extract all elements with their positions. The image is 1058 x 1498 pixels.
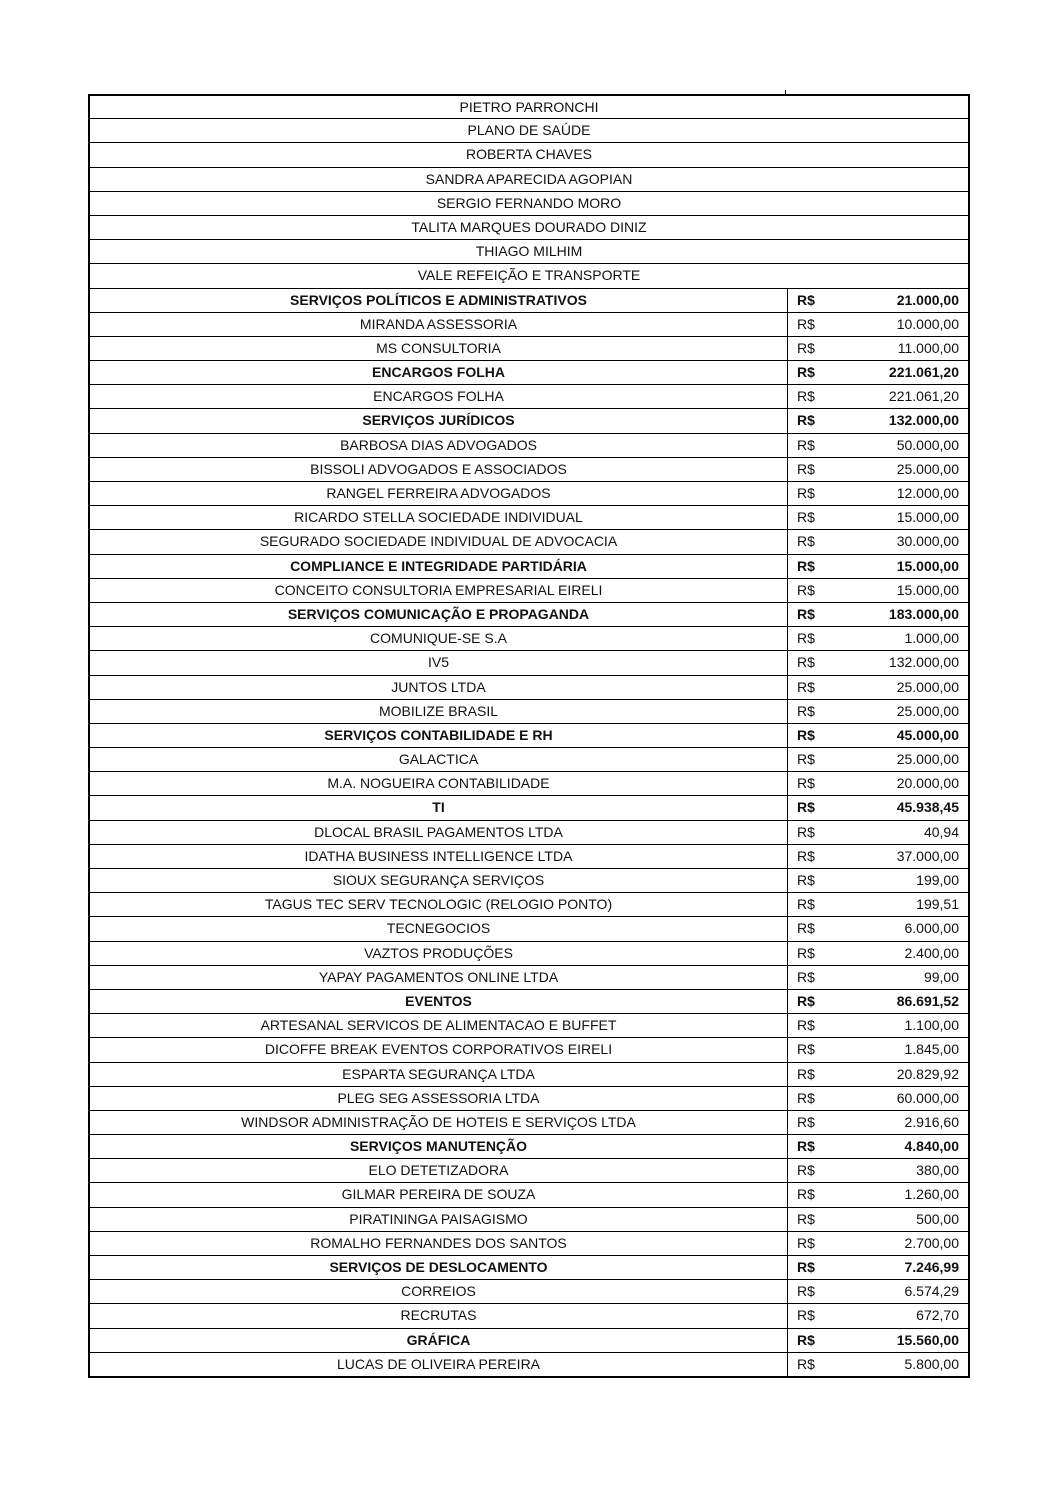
table-row: [90, 820, 968, 844]
section-total: 15.560,00: [896, 1331, 959, 1348]
item-name: WINDSOR ADMINISTRAÇÃO DE HOTEIS E SERVIÇOS LTDA: [241, 1113, 636, 1130]
table-row: [90, 94, 968, 118]
currency-symbol: R$: [787, 845, 839, 868]
table-row: [90, 142, 968, 166]
table-row: [90, 167, 968, 191]
item-amount: 6.574,29: [904, 1283, 959, 1300]
currency-symbol: R$: [787, 1208, 839, 1231]
item-name: PIETRO PARRONCHI: [459, 99, 599, 115]
currency-symbol: R$: [787, 385, 839, 408]
table-section-row: [90, 408, 968, 432]
table-row: [90, 941, 968, 965]
table-row: [90, 1062, 968, 1086]
currency-symbol: R$: [787, 361, 839, 384]
item-amount: 132.000,00: [888, 654, 959, 671]
item-amount: 10.000,00: [896, 315, 959, 332]
section-title: SERVIÇOS MANUTENÇÃO: [349, 1138, 528, 1155]
item-name: RECRUTAS: [400, 1307, 477, 1324]
item-amount: 2.916,60: [904, 1113, 959, 1130]
item-name: JUNTOS LTDA: [391, 678, 486, 695]
table-row: [90, 650, 968, 674]
item-amount: 30.000,00: [896, 533, 959, 550]
item-amount: 1.845,00: [904, 1041, 959, 1058]
item-name: IV5: [427, 654, 449, 671]
table-row: [90, 481, 968, 505]
table-row: [90, 1110, 968, 1134]
section-title: SERVIÇOS POLÍTICOS E ADMINISTRATIVOS: [290, 291, 587, 308]
section-total: 221.061,20: [888, 364, 959, 381]
item-name: BARBOSA DIAS ADVOGADOS: [340, 436, 537, 453]
table-row: [90, 626, 968, 650]
item-amount: 672,70: [916, 1307, 959, 1324]
section-title: COMPLIANCE E INTEGRIDADE PARTIDÁRIA: [290, 557, 587, 574]
item-amount: 50.000,00: [896, 436, 959, 453]
item-name: SERGIO FERNANDO MORO: [436, 194, 622, 211]
section-total: 7.246,99: [904, 1259, 959, 1275]
item-name: ROMALHO FERNANDES DOS SANTOS: [310, 1234, 567, 1251]
table-row: [90, 433, 968, 457]
table-section-row: [90, 1134, 968, 1158]
table-section-row: [90, 989, 968, 1013]
section-total: 15.000,00: [896, 557, 959, 574]
table-row: [90, 699, 968, 723]
section-total: 183.000,00: [888, 605, 959, 622]
item-amount: 1.260,00: [904, 1186, 959, 1203]
currency-symbol: R$: [787, 1329, 839, 1352]
currency-symbol: R$: [787, 579, 839, 602]
section-total: 21.000,00: [896, 291, 959, 308]
item-name: M.A. NOGUEIRA CONTABILIDADE: [327, 775, 550, 792]
item-name: LUCAS DE OLIVEIRA PEREIRA: [336, 1355, 541, 1372]
item-name: DLOCAL BRASIL PAGAMENTOS LTDA: [314, 823, 563, 840]
table-row: [90, 1303, 968, 1327]
section-title: SERVIÇOS JURÍDICOS: [362, 412, 515, 429]
currency-symbol: R$: [787, 1087, 839, 1110]
item-amount: 199,00: [916, 872, 959, 888]
table-row: [90, 263, 968, 287]
item-name: ESPARTA SEGURANÇA LTDA: [342, 1065, 535, 1082]
item-amount: 25.000,00: [896, 678, 959, 695]
table-row: [90, 118, 968, 142]
item-amount: 2.400,00: [904, 944, 959, 961]
currency-symbol: R$: [787, 409, 839, 432]
item-name: ELO DETETIZADORA: [368, 1162, 509, 1179]
currency-symbol: R$: [787, 1183, 839, 1206]
item-amount: 199,51: [916, 896, 959, 913]
item-amount: 15.000,00: [896, 581, 959, 598]
currency-symbol: R$: [787, 506, 839, 529]
currency-symbol: R$: [787, 1256, 839, 1279]
table-row: [90, 965, 968, 989]
currency-symbol: R$: [787, 313, 839, 336]
item-amount: 40,94: [923, 823, 959, 840]
table-row: [90, 239, 968, 263]
item-amount: 2.700,00: [904, 1234, 959, 1251]
currency-symbol: R$: [787, 990, 839, 1013]
item-amount: 5.800,00: [904, 1355, 959, 1372]
currency-symbol: R$: [787, 337, 839, 360]
table-row: [90, 868, 968, 892]
currency-symbol: R$: [787, 821, 839, 844]
currency-symbol: R$: [787, 627, 839, 650]
table-row: [90, 844, 968, 868]
item-name: CONCEITO CONSULTORIA EMPRESARIAL EIRELI: [274, 581, 603, 598]
item-name: VALE REFEIÇÃO E TRANSPORTE: [417, 267, 641, 284]
table-row: [90, 1279, 968, 1303]
currency-symbol: R$: [787, 1038, 839, 1061]
item-name: ROBERTA CHAVES: [465, 146, 593, 163]
item-name: TALITA MARQUES DOURADO DINIZ: [411, 218, 647, 235]
item-name: COMUNIQUE-SE S.A: [370, 630, 507, 647]
table-row: [90, 1037, 968, 1061]
item-amount: 37.000,00: [896, 847, 959, 864]
item-name: VAZTOS PRODUÇÕES: [364, 944, 513, 961]
section-title: SERVIÇOS DE DESLOCAMENTO: [329, 1259, 548, 1275]
section-title: SERVIÇOS COMUNICAÇÃO E PROPAGANDA: [287, 605, 590, 622]
table-section-row: [90, 602, 968, 626]
currency-symbol: R$: [787, 869, 839, 892]
currency-symbol: R$: [787, 651, 839, 674]
item-amount: 221.061,20: [888, 388, 959, 405]
table-row: [90, 191, 968, 215]
section-total: 45.938,45: [896, 799, 959, 816]
currency-symbol: R$: [787, 1280, 839, 1303]
item-name: MIRANDA ASSESSORIA: [359, 315, 518, 332]
item-amount: 1.100,00: [904, 1017, 959, 1034]
item-amount: 1.000,00: [904, 630, 959, 647]
item-amount: 99,00: [923, 968, 959, 985]
item-amount: 11.000,00: [897, 339, 959, 356]
currency-symbol: R$: [787, 724, 839, 747]
table-row: [90, 747, 968, 771]
section-title: EVENTOS: [405, 992, 472, 1009]
table-row: [90, 1352, 968, 1376]
currency-symbol: R$: [787, 1063, 839, 1086]
table-section-row: [90, 1328, 968, 1352]
table-row: [90, 578, 968, 602]
table-section-row: [90, 723, 968, 747]
table-section-row: [90, 288, 968, 312]
item-name: ARTESANAL SERVICOS DE ALIMENTACAO E BUFFET: [260, 1017, 617, 1034]
table-row: [90, 529, 968, 553]
currency-symbol: R$: [787, 1353, 839, 1376]
item-name: SEGURADO SOCIEDADE INDIVIDUAL DE ADVOCACIA: [259, 533, 618, 550]
currency-symbol: R$: [787, 1232, 839, 1255]
item-name: MS CONSULTORIA: [376, 339, 501, 356]
item-name: PIRATININGA PAISAGISMO: [349, 1210, 528, 1227]
item-name: PLANO DE SAÚDE: [467, 122, 591, 139]
item-name: RICARDO STELLA SOCIEDADE INDIVIDUAL: [294, 509, 583, 526]
expense-table: [88, 94, 970, 1378]
currency-symbol: R$: [787, 603, 839, 626]
item-name: IDATHA BUSINESS INTELLIGENCE LTDA: [304, 847, 573, 864]
item-amount: 20.829,92: [896, 1065, 959, 1082]
table-row: [90, 771, 968, 795]
item-amount: 15.000,00: [896, 509, 959, 526]
table-row: [90, 312, 968, 336]
table-row: [90, 1158, 968, 1182]
currency-symbol: R$: [787, 700, 839, 723]
currency-symbol: R$: [787, 555, 839, 578]
currency-symbol: R$: [787, 1304, 839, 1327]
item-amount: 20.000,00: [896, 775, 959, 792]
currency-symbol: R$: [787, 458, 839, 481]
table-row: [90, 336, 968, 360]
item-name: TAGUS TEC SERV TECNOLOGIC (RELOGIO PONTO): [264, 896, 613, 913]
item-amount: 12.000,00: [896, 485, 959, 501]
section-total: 4.840,00: [904, 1138, 959, 1155]
item-amount: 25.000,00: [896, 460, 959, 477]
item-amount: 6.000,00: [904, 920, 959, 937]
currency-symbol: R$: [787, 917, 839, 940]
item-amount: 380,00: [916, 1162, 959, 1179]
currency-symbol: R$: [787, 966, 839, 989]
item-name: DICOFFE BREAK EVENTOS CORPORATIVOS EIRELI: [264, 1041, 613, 1058]
item-name: GALACTICA: [398, 751, 479, 768]
currency-symbol: R$: [787, 676, 839, 699]
item-name: RANGEL FERREIRA ADVOGADOS: [326, 485, 551, 501]
currency-symbol: R$: [787, 1159, 839, 1182]
currency-symbol: R$: [787, 1014, 839, 1037]
currency-symbol: R$: [787, 289, 839, 312]
currency-symbol: R$: [787, 482, 839, 505]
table-section-row: [90, 795, 968, 819]
item-name: ENCARGOS FOLHA: [373, 388, 504, 405]
currency-symbol: R$: [787, 772, 839, 795]
table-row: [90, 1207, 968, 1231]
table-row: [90, 916, 968, 940]
item-name: SIOUX SEGURANÇA SERVIÇOS: [332, 872, 545, 888]
table-row: [90, 1013, 968, 1037]
section-total: 132.000,00: [888, 412, 959, 429]
item-amount: 60.000,00: [896, 1089, 959, 1106]
item-name: TECNEGOCIOS: [386, 920, 491, 937]
currency-symbol: R$: [787, 530, 839, 553]
item-name: THIAGO MILHIM: [475, 243, 583, 260]
section-total: 45.000,00: [896, 726, 959, 743]
currency-symbol: R$: [787, 1111, 839, 1134]
section-title: GRÁFICA: [406, 1331, 471, 1348]
section-title: SERVIÇOS CONTABILIDADE E RH: [324, 726, 553, 743]
table-row: [90, 457, 968, 481]
table-row: [90, 384, 968, 408]
table-row: [90, 1182, 968, 1206]
item-amount: 25.000,00: [896, 751, 959, 768]
currency-symbol: R$: [787, 1135, 839, 1158]
item-amount: 500,00: [916, 1210, 959, 1227]
currency-symbol: R$: [787, 942, 839, 965]
item-name: PLEG SEG ASSESSORIA LTDA: [337, 1089, 540, 1106]
table-row: [90, 1086, 968, 1110]
section-title: ENCARGOS FOLHA: [372, 364, 505, 381]
table-row: [90, 505, 968, 529]
table-row: [90, 1231, 968, 1255]
currency-symbol: R$: [787, 434, 839, 457]
item-name: SANDRA APARECIDA AGOPIAN: [425, 170, 633, 187]
table-section-row: [90, 1255, 968, 1279]
currency-symbol: R$: [787, 748, 839, 771]
currency-symbol: R$: [787, 893, 839, 916]
table-section-row: [90, 360, 968, 384]
table-section-row: [90, 554, 968, 578]
table-row: [90, 675, 968, 699]
currency-symbol: R$: [787, 796, 839, 819]
table-row: [90, 215, 968, 239]
table-row: [90, 892, 968, 916]
section-total: 86.691,52: [896, 992, 959, 1009]
item-name: CORREIOS: [401, 1283, 476, 1300]
item-name: GILMAR PEREIRA DE SOUZA: [341, 1186, 536, 1203]
item-name: BISSOLI ADVOGADOS E ASSOCIADOS: [310, 460, 567, 477]
item-name: MOBILIZE BRASIL: [378, 702, 499, 719]
section-title: TI: [432, 799, 445, 816]
item-name: YAPAY PAGAMENTOS ONLINE LTDA: [318, 968, 559, 985]
item-amount: 25.000,00: [896, 702, 959, 719]
